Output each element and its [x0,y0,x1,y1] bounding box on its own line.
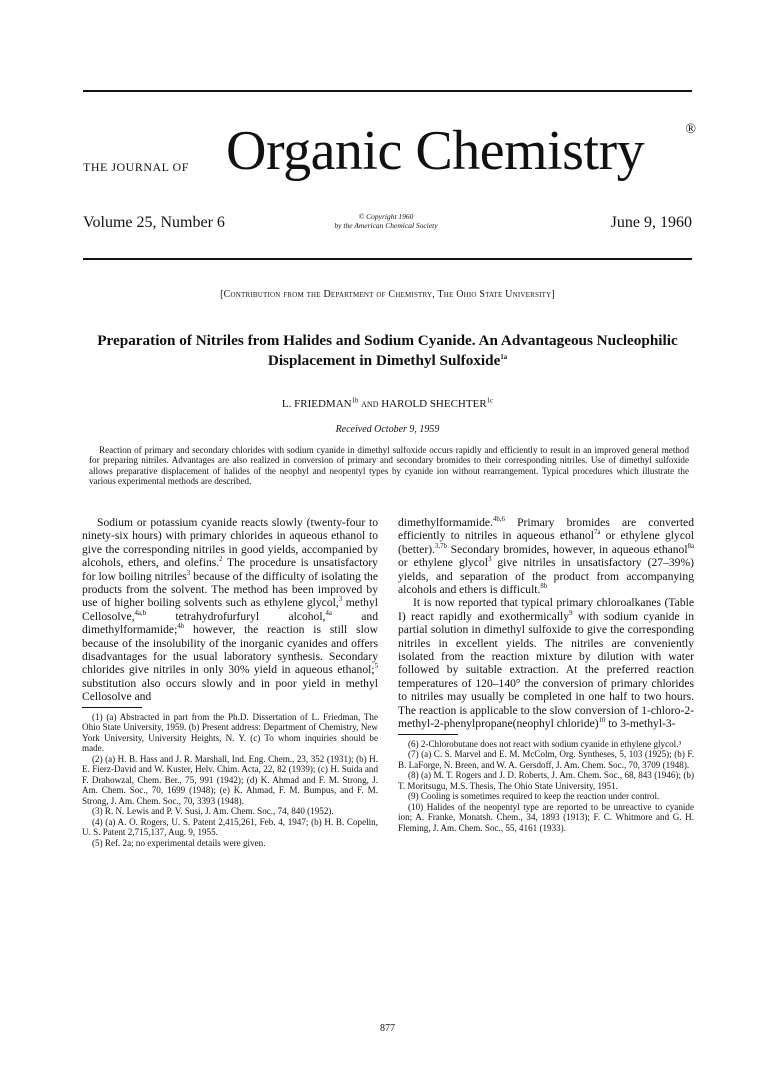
top-rule [83,90,692,92]
journal-title: Organic Chemistry [226,120,645,182]
author-footnote-ref: 1c [486,397,494,405]
footnote: (3) R. N. Lewis and P. V. Susi, J. Am. Chem. Soc., 74, 840 (1952). [92,806,334,817]
footnote: (2) (a) H. B. Hass and J. R. Marshall, Ind. Eng. Chem., 23, 352 (1931); (b) H. E. Fierz-David and W. Kuster, Helv. Chim. Acta, 22, 82 (1939); (c) H. Suida and F. Drahowzal, Chem. Ber., 75, 991 (1942); (d) K. Ahmad and F. M. Strong, J. Am. Chem. Soc., 70, 1699 (1948); (e) K. Ahmad, F. M. Bumpus, and F. M. Strong, J. Am. Chem. Soc., 70, 3393 (1948). [82,753,378,806]
volume-number: Volume 25, Number 6 [83,214,225,231]
text-run: and dimethylformamide; [82,609,378,637]
footnote-ref: 4b [177,623,185,631]
body-paragraph [82,516,378,704]
body-paragraph [398,516,694,596]
text-run: methyl Cellosolve, [82,596,378,623]
footnote: (5) Ref. 2a; no experimental details were given. [92,837,266,848]
title-footnote-ref: 1a [500,353,508,361]
contribution-line: [Contribution from the Department of Chemistry, The Ohio State University] [220,289,555,300]
author-line [83,398,692,410]
author-conjunction: and [361,398,379,410]
text-run: Secondary bromides, however, in aqueous ethanol [446,542,688,556]
text-run: Sodium or potassium cyanide reacts slowly (twenty-four to ninety-six hours) with primary chlorides in aqueous ethanol to give the corresponding nitriles in good yields, accompanied by alcohols, ethers, and olefins. [82,516,378,570]
footnote: (10) Halides of the neopentyl type are reported to be unreactive to cyanide ion; A. Franke, Monatsh. Chem., 34, 1893 (1913); F. C. Whitmore and G. H. Fleming, J. Am. Chem. Soc., 55, 4161 (1933). [398,801,694,833]
text-run: dimethylformamide. [398,516,493,529]
right-column [398,516,694,833]
footnote-rule [82,707,142,708]
registered-mark: ® [685,122,696,137]
footnote-ref: 4a [325,609,332,617]
author-footnote-ref: 1b [351,397,359,405]
abstract: Reaction of primary and secondary chlorides with sodium cyanide in dimethyl sulfoxide occurs rapidly and efficiently to result in an improved general method for preparing nitriles. Advantages are also realized in conversion of primary and secondary bromides to their corresponding nitriles. Use of dimethyl sulfoxide allows preparative displacement of halides of the neophyl and neopentyl types by cyanide ion without rearrangement. Typical procedures which illustrate the various experimental methods are described. [89,445,689,487]
footnote-ref: 3 [186,569,191,577]
text-run: It is now reported that typical primary chloroalkanes (Table I) react rapidly and exothermically [398,596,694,623]
text-run: give nitriles in unsatisfactory (27–39%) yields, and separation of the product from accompanying alcohols and ethers is difficult. [398,556,694,597]
footnote: (4) (a) A. O. Rogers, U. S. Patent 2,415,261, Feb. 4, 1947; (b) H. B. Copelin, U. S. Patent 2,715,137, Aug. 9, 1955. [82,816,378,838]
footnote-ref: 10 [598,717,606,725]
author-friedman: L. FRIEDMAN [281,398,352,410]
footnote: (7) (a) C. S. Marvel and E. M. McColm, Org. Syntheses, 5, 103 (1925); (b) F. B. LaForge, N. Breen, and W. A. Gersdoff, J. Am. Chem. Soc., 70, 3709 (1948). [398,749,694,770]
footnote: (9) Cooling is sometimes required to keep the reaction under control. [408,791,660,801]
text-run: to 3-methyl-3- [605,717,676,731]
footnote-ref: 9 [569,609,573,617]
footnote: (1) (a) Abstracted in part from the Ph.D. Dissertation of L. Friedman, The Ohio State University, 1959. (b) Present address: Department of Chemistry, New York University, University Heights, N. Y. (c) To whom inquiries should be made. [82,711,378,754]
issue-date: June 9, 1960 [610,214,692,231]
copyright-holder: by the American Chemical Society [334,221,438,230]
footnote-rule [398,734,458,735]
article-title [83,331,692,371]
left-column [82,516,378,848]
footnote-ref: 5 [374,663,378,671]
text-run: or ethylene glycol (better). [398,529,694,556]
text-run: The procedure is unsatisfactory for low boiling nitriles [82,556,378,583]
footnote-ref: 3 [338,596,343,604]
journal-masthead [83,112,696,202]
footnote-ref: 4b,6 [492,516,505,524]
copyright-notice [286,212,486,230]
text-run: because of the difficulty of isolating the products from the solvent. The method has been improved by use of higher boiling solvents such as ethylene glycol, [82,569,378,610]
footnote-ref: 8b [540,583,548,591]
article-title-text: Preparation of Nitriles from Halides and Sodium Cyanide. An Advantageous Nucleophilic Displacement in Dimethyl Sulfoxide [97,332,678,369]
footnote: (8) (a) M. T. Rogers and J. D. Roberts, J. Am. Chem. Soc., 68, 843 (1946); (b) T. Moritsugu, M.S. Thesis, The Ohio State University, 1951. [398,770,694,791]
footnote-ref: 4a,b [134,609,147,617]
copyright-line: © Copyright 1960 [358,212,414,221]
body-paragraph [398,596,694,730]
text-run: or ethylene glycol [398,556,488,570]
text-run: with sodium cyanide in partial solution in dimethyl sulfoxide to give the corresponding nitriles in excellent yields. The nitriles are conveniently isolated from the reaction mixture by dilution with water followed by suitable extraction. At the preferred reaction temperatures of 120–140° the conversion of primary chlorides to nitriles may usually be completed in one half to two hours. The reaction is applicable to the slow conversion of 1-chloro-2-methyl-2-phenylpropane(neophyl chloride) [398,609,694,731]
footnote-ref: 3 [487,556,492,564]
footnote: (6) 2-Chlorobutane does not react with sodium cyanide in ethylene glycol.³ [408,738,682,749]
journal-prefix: THE JOURNAL OF [83,160,189,174]
footnote-ref: 8a [687,542,694,550]
footnote-ref: 2 [219,556,223,564]
text-run: Primary bromides are converted efficiently to nitriles in aqueous ethanol [398,516,694,543]
page-number: 877 [380,1023,395,1034]
footnote-ref: 7a [593,529,601,537]
footnote-ref: 3,7b [435,542,447,550]
author-shechter: HAROLD SHECHTER [381,398,487,410]
text-run: however, the reaction is still slow because of the insolubility of the inorganic cyanides and offers disadvantages for the usual laboratory synthesis. Secondary chlorides give nitriles in only 30% yield in aqueous ethanol; [82,623,378,677]
text-run: substitution also occurs slowly and in poor yield in methyl Cellosolve and [82,676,378,704]
masthead-rule [83,258,692,260]
received-date: Received October 9, 1959 [335,424,440,435]
text-run: tetrahydrofurfuryl alcohol, [146,609,326,623]
